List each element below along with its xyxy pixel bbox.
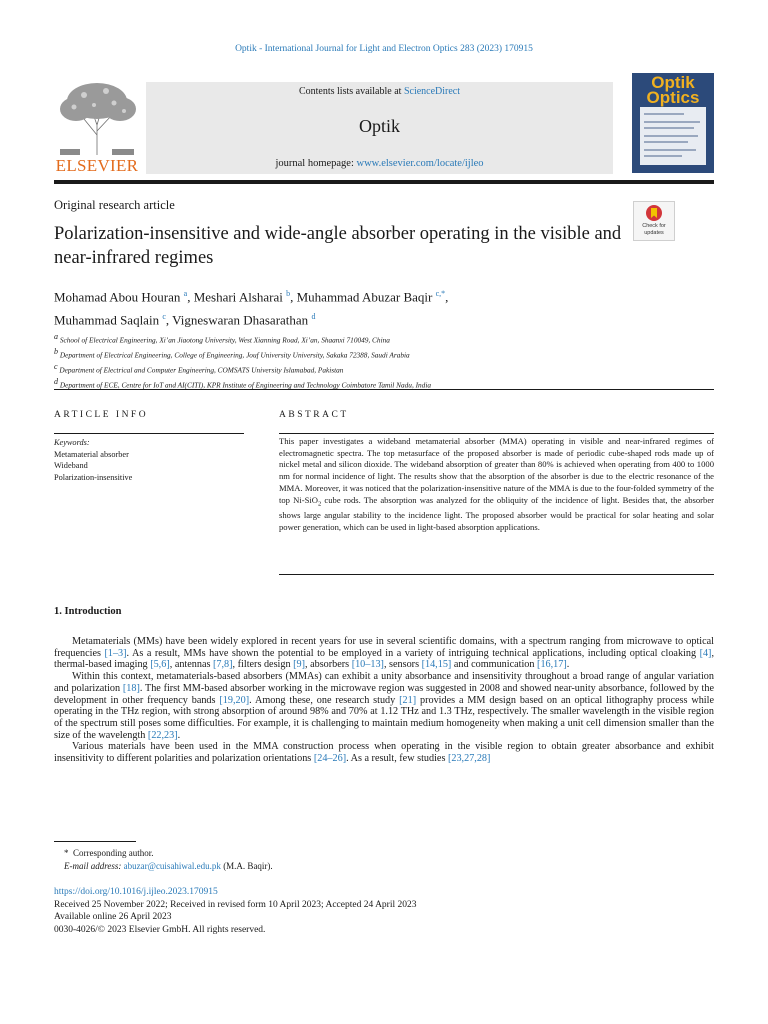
- paragraph-text: . Among these, one research study: [249, 694, 400, 706]
- email-link[interactable]: abuzar@cuisahiwal.edu.pk: [123, 860, 221, 871]
- journal-cover-thumbnail[interactable]: [632, 73, 714, 173]
- author-separator: ,: [187, 289, 194, 305]
- citation-link[interactable]: [5,6]: [150, 659, 170, 671]
- publication-info: [54, 886, 417, 936]
- bookmark-icon: [646, 205, 662, 221]
- paragraph-text: . As a result, few studies: [346, 753, 448, 765]
- introduction-heading: 1. Introduction: [54, 606, 122, 617]
- article-info-rule: [54, 433, 244, 434]
- corresponding-author-label: Corresponding author.: [73, 848, 154, 858]
- author-separator: ,: [290, 289, 297, 305]
- author-separator: ,: [445, 289, 449, 305]
- affiliation-marker[interactable]: b: [286, 289, 291, 298]
- homepage-label: journal homepage:: [275, 158, 357, 169]
- paragraph: [54, 671, 714, 741]
- received-dates: Received 25 November 2022; Received in revised form 10 April 2023; Accepted 24 April 2023: [54, 899, 417, 910]
- citation-link[interactable]: [9]: [293, 659, 305, 671]
- citation-link[interactable]: [24–26]: [313, 753, 347, 765]
- keywords-label: Keywords:: [54, 438, 90, 447]
- citation-link[interactable]: [14,15]: [421, 659, 452, 671]
- paragraph-text: .: [177, 729, 181, 741]
- affiliation-marker[interactable]: d: [311, 312, 316, 322]
- footnote-rule: [54, 841, 136, 842]
- elsevier-wordmark[interactable]: ELSEVIER: [55, 156, 139, 175]
- citation-link[interactable]: [7,8]: [213, 659, 233, 671]
- affiliation-marker[interactable]: c: [162, 312, 166, 322]
- footnote-marker: *: [64, 848, 69, 858]
- author-name[interactable]: Muhammad Saqlain: [54, 312, 160, 328]
- author-list: [54, 284, 654, 331]
- keyword[interactable]: Polarization-insensitive: [54, 472, 133, 482]
- journal-citation-line[interactable]: Optik - International Journal for Light and Electron Optics 283 (2023) 170915: [235, 44, 533, 54]
- paragraph-text: , sensors: [383, 659, 422, 671]
- cover-title-line-1: Optik: [651, 73, 695, 92]
- abstract-rule: [279, 433, 714, 434]
- paragraph-text: , thermal-based imaging: [54, 647, 714, 671]
- abstract-subscript: 2: [318, 500, 322, 508]
- citation-link[interactable]: [23,27,28]: [447, 753, 491, 765]
- cover-content-panel: [640, 107, 706, 165]
- abstract-part-2: cube rods. The absorption was analyzed for the obliquity of the incidence of light. Besides that, the absorber shows large angular stability to the incidence light. The proposed absorber would be practical for solar heating and solar power generation, which can be used in light-based absorption applications.: [279, 494, 715, 532]
- citation-link[interactable]: [16,17]: [537, 659, 567, 671]
- check-for-updates-button[interactable]: [633, 201, 675, 241]
- abstract-bottom-rule: [279, 574, 714, 575]
- citation-link[interactable]: [18]: [122, 682, 140, 694]
- abstract-text: [279, 436, 714, 533]
- introduction-body: [54, 636, 714, 765]
- citation-link[interactable]: [22,23]: [147, 729, 178, 741]
- email-suffix: (M.A. Baqir).: [220, 860, 273, 871]
- citation-link[interactable]: [21]: [399, 694, 417, 706]
- header-divider: [54, 180, 714, 184]
- paragraph-text: .: [566, 659, 570, 671]
- affiliation-item: [54, 331, 714, 346]
- affiliation-label: c: [54, 362, 58, 372]
- affiliation-label: d: [54, 377, 58, 387]
- author-name[interactable]: Vigneswaran Dhasarathan: [172, 312, 309, 328]
- author-separator: ,: [165, 312, 173, 328]
- copyright: 0030-4026/© 2023 Elsevier GmbH. All rights reserved.: [54, 924, 266, 935]
- citation-link[interactable]: [1–3]: [104, 647, 127, 659]
- section-divider: [54, 389, 714, 390]
- paragraph-text: Metamaterials (MMs) have been widely explored in recent years for use in several scientific domains, with a spectrum ranging from microwave to optical frequencies: [54, 636, 714, 659]
- affiliation-text: School of Electrical Engineering, Xi’an Jiaotong University, West Xianning Road, Xi’an, Shaanxi 710049, China: [59, 335, 390, 345]
- abstract-heading: ABSTRACT: [279, 410, 349, 420]
- citation-link[interactable]: [19,20]: [219, 694, 250, 706]
- journal-header: [54, 73, 714, 183]
- author-name[interactable]: Muhammad Abuzar Baqir: [296, 289, 433, 305]
- affiliation-marker[interactable]: c,*: [435, 289, 446, 298]
- paragraph-text: . The first MM-based absorber working in the microwave region was suggested in 2008 and showed near-unity absorbance, followed by the development in other frequency bands: [54, 682, 714, 706]
- affiliation-text: Department of Electrical Engineering, College of Engineering, Jouf University University, Sakaka 72388, Saudi Arabia: [59, 350, 410, 360]
- abstract-part-1: This paper investigates a wideband metamaterial absorber (MMA) operating in visible and near-infrared regimes of electromagnetic spectra. The top metasurface of the proposed absorber is made of periodic cube-shaped rods made up of nickel metal and silicon dioxide. The wideband absorption of greater than 80% is achieved when operating from 400 to 1000 nm for normal incidence of light. The results show that the absorption of the absorber is due to the electric resonance of the MMA. Moreover, it was noticed that the polarization-insensitive nature of the MMA is due to the four-folded symmetry of the top Ni-SiO: [279, 436, 714, 505]
- sciencedirect-link[interactable]: ScienceDirect: [403, 86, 461, 97]
- keywords-block: [54, 437, 244, 483]
- paragraph-text: Various materials have been used in the MMA construction process when operating in the visible region to obtain greater absorbance and exhibit insensitivity to different polarities and polarization orientations: [54, 741, 714, 765]
- citation-link[interactable]: [4]: [699, 647, 712, 659]
- author-name[interactable]: Meshari Alsharai: [193, 289, 283, 305]
- keyword[interactable]: Metamaterial absorber: [54, 449, 129, 459]
- affiliation-item: [54, 361, 714, 376]
- journal-name[interactable]: Optik: [358, 116, 400, 136]
- author-name[interactable]: Mohamad Abou Houran: [54, 289, 181, 305]
- article-info-heading: ARTICLE INFO: [54, 410, 149, 420]
- available-online: Available online 26 April 2023: [54, 912, 172, 922]
- journal-info-box: [146, 82, 613, 174]
- paragraph-text: , antennas: [169, 659, 214, 671]
- affiliation-text: Department of Electrical and Computer Engineering, COMSATS University Islamabad, Pakistan: [59, 365, 344, 375]
- paragraph-text: and communication: [451, 659, 538, 671]
- paragraph-text: , filters design: [232, 659, 294, 671]
- homepage-link[interactable]: www.elsevier.com/locate/ijleo: [356, 158, 484, 169]
- article-type: Original research article: [54, 198, 175, 212]
- cover-title-line-2: Optics: [646, 88, 700, 107]
- paragraph-text: , absorbers: [305, 659, 352, 671]
- corresponding-author-note: [54, 847, 273, 860]
- email-label: E-mail address:: [64, 860, 122, 871]
- paragraph: [54, 741, 714, 764]
- paragraph-text: provides a MM design based on an optical lithography process while operating in the THz region, with strong absorption of around 98% and 70% at 1.12 THz and 1.3 THz, respectively. The smaller wavelength in the visible region of the spectrum still poses some difficulties. For example, it is challenging to maintain medium homogeneity when making a unit cell dimension smaller than the size of the wavelength: [54, 694, 714, 741]
- paragraph: [54, 636, 714, 671]
- journal-homepage: [146, 158, 613, 169]
- affiliation-label: b: [54, 347, 58, 357]
- paragraph-text: . As a result, MMs have shown the potential to be employed in a variety of intriguing technical applications, including optical cloaking: [126, 647, 700, 659]
- email-line: [54, 860, 273, 873]
- affiliation-item: [54, 346, 714, 361]
- contents-availability: [146, 86, 613, 97]
- contents-label: Contents lists available at: [298, 86, 404, 97]
- footnote: [54, 847, 273, 872]
- cover-title: [632, 75, 714, 105]
- check-updates-label: Check for updates: [642, 223, 666, 236]
- citation-link[interactable]: [10–13]: [351, 659, 384, 671]
- affiliation-marker[interactable]: a: [183, 289, 188, 298]
- affiliation-text: Department of ECE, Centre for IoT and AI(CITI), KPR Institute of Engineering and Technology Coimbatore Tamil Nadu, India: [59, 380, 432, 390]
- article-title: Polarization-insensitive and wide-angle absorber operating in the visible and near-infrared regimes: [54, 224, 622, 268]
- paragraph-text: Within this context, metamaterials-based absorbers (MMAs) can exhibit a unity absorbance and insensitivity throughout a broad range of angular variation and polarization: [54, 671, 714, 694]
- affiliations: [54, 331, 714, 391]
- affiliation-label: a: [54, 332, 58, 341]
- keyword[interactable]: Wideband: [54, 461, 88, 470]
- doi-link[interactable]: https://doi.org/10.1016/j.ijleo.2023.170915: [54, 887, 218, 897]
